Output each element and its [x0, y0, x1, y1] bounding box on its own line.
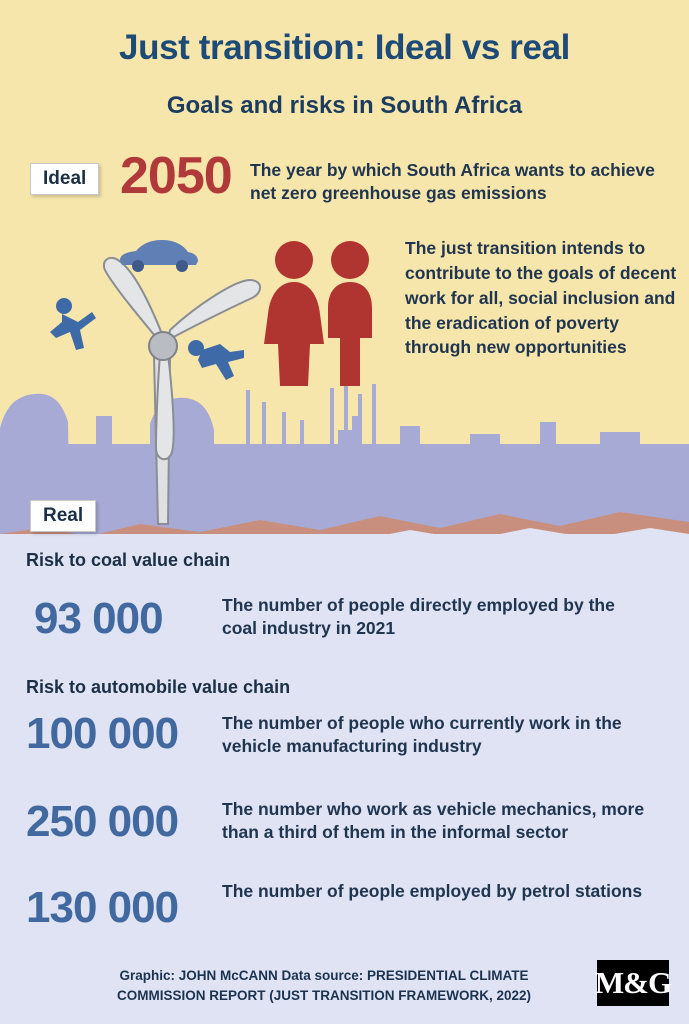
falling-worker-icon [48, 292, 106, 354]
stat-number-vehicle-manufacturing: 100 000 [26, 709, 179, 758]
mg-logo-text: M&G [594, 965, 672, 1000]
stat-year-description: The year by which South Africa wants to achieve net zero greenhouse gas emissions [250, 160, 655, 204]
stat-number-mechanics: 250 000 [26, 797, 179, 846]
credit-line: Graphic: JOHN McCANN Data source: PRESIDENTIAL CLIMATE COMMISSION REPORT (JUST TRANSITION FRAMEWORK, 2022) [116, 968, 532, 1004]
just-transition-goal-text: The just transition intends to contribute to the goals of decent work for all, social inclusion and the eradication of poverty through new opportunities [405, 238, 677, 358]
stat-number-petrol-stations: 130 000 [26, 883, 179, 932]
stat-number-coal-jobs: 93 000 [34, 594, 163, 643]
stat-text-mechanics: The number who work as vehicle mechanics, more than a third of them in the informal sector [222, 799, 645, 842]
section-heading-automobile: Risk to automobile value chain [26, 677, 291, 697]
page-subtitle: Goals and risks in South Africa [166, 92, 523, 119]
car-icon [116, 232, 200, 274]
label-ideal: Ideal [30, 163, 99, 195]
mg-logo [594, 960, 672, 1006]
stat-text-coal-jobs: The number of people directly employed by the coal industry in 2021 [222, 595, 615, 638]
page-title: Just transition: Ideal vs real [119, 28, 570, 67]
stat-text-vehicle-manufacturing: The number of people who currently work in the vehicle manufacturing industry [222, 713, 622, 756]
label-real: Real [30, 500, 96, 532]
two-people-icon [262, 238, 384, 386]
section-heading-coal: Risk to coal value chain [26, 550, 231, 570]
falling-worker-icon [186, 330, 248, 386]
stat-year-2050: 2050 [120, 147, 232, 205]
stat-text-petrol-stations: The number of people employed by petrol stations [222, 881, 643, 901]
